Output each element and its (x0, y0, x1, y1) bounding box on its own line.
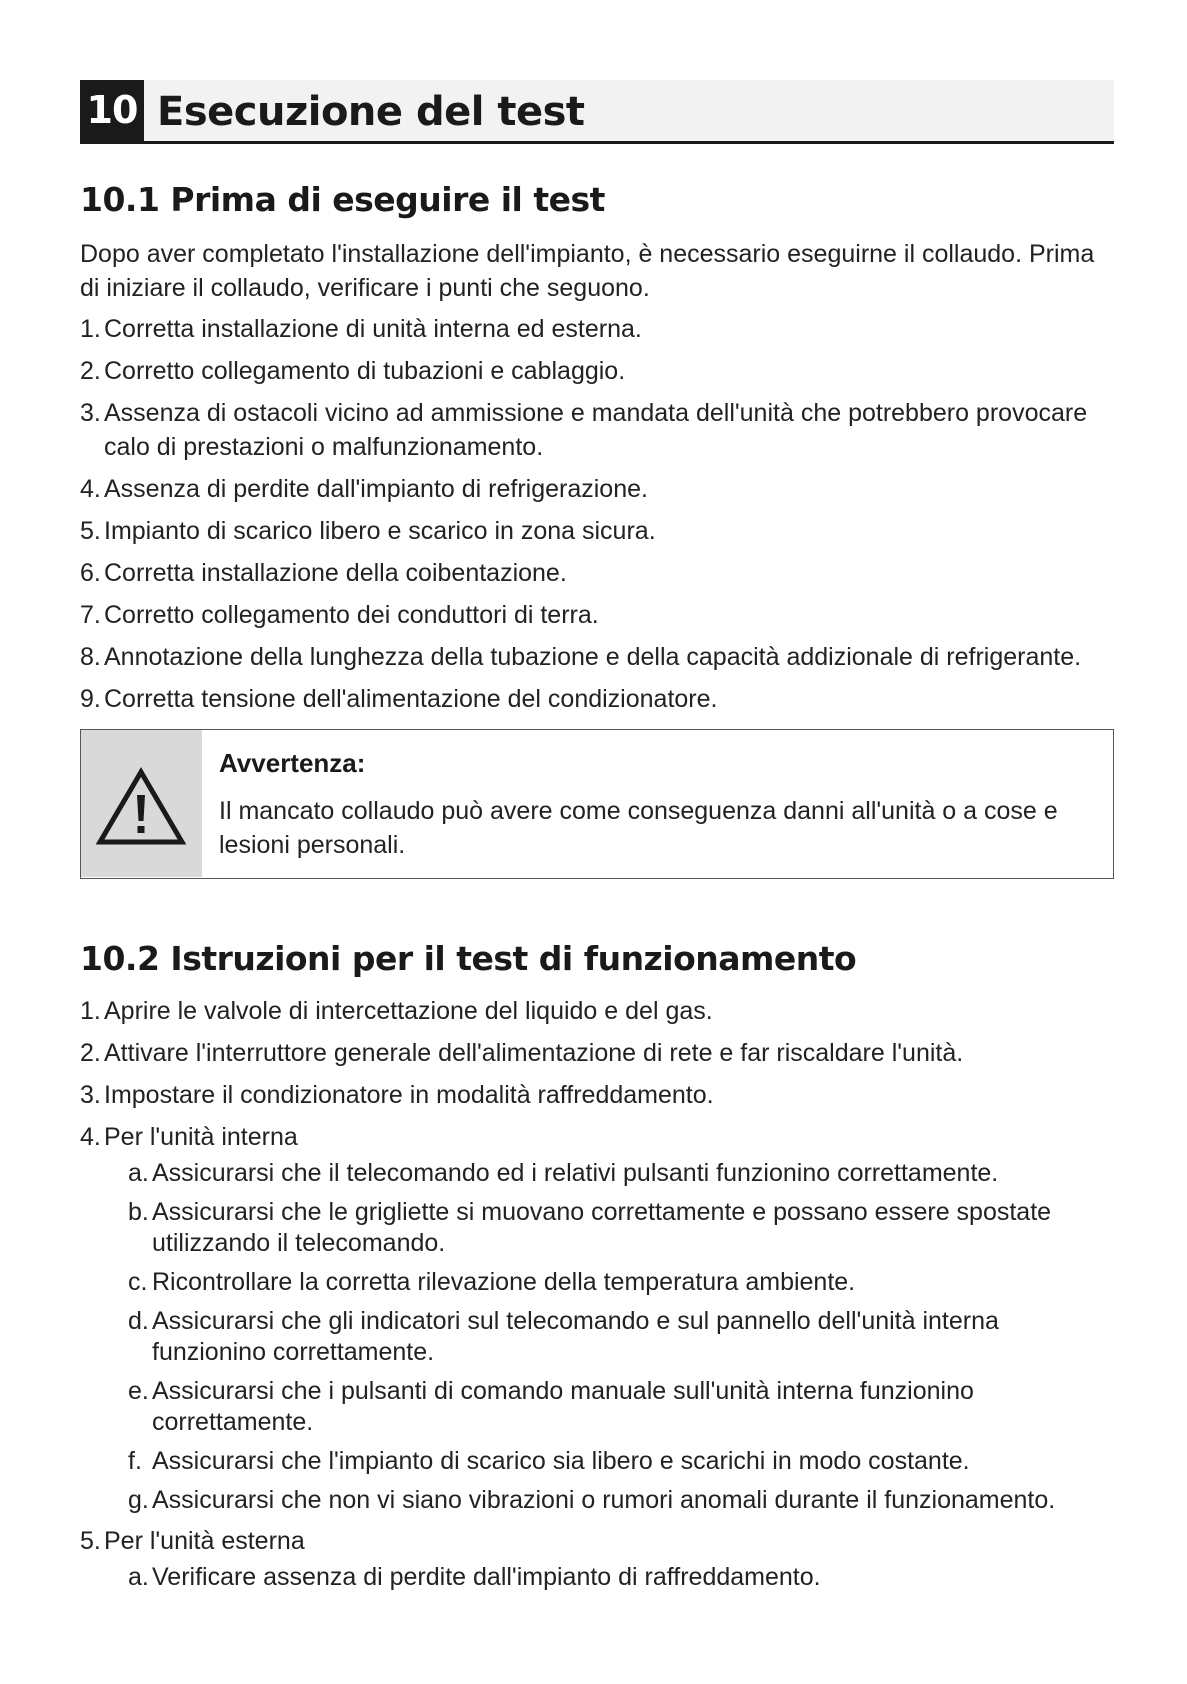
list-item-text: Aprire le valvole di intercettazione del liquido e del gas. (104, 997, 713, 1025)
list-item-text: Per l'unità esterna (104, 1527, 305, 1555)
chapter-number: 10 (80, 80, 144, 141)
sub-list-item-letter: a. (128, 1563, 149, 1591)
list-item-text: Assenza di perdite dall'impianto di refrigerazione. (104, 475, 648, 503)
list-item-text: Assenza di ostacoli vicino ad ammissione e mandata dell'unità che potrebbero provocare calo di prestazioni o malfunzionamento. (104, 399, 1088, 461)
list-item-text: Corretta tensione dell'alimentazione del condizionatore. (104, 685, 718, 713)
list-item-number: 8. (80, 643, 101, 671)
warning-triangle-icon (96, 767, 186, 847)
sub-list-item-text: Assicurarsi che i pulsanti di comando manuale sull'unità interna funzionino correttamente. (152, 1377, 974, 1436)
list-item (80, 682, 1114, 716)
list-item-text: Corretta installazione della coibentazione. (104, 559, 567, 587)
sub-list-item-text: Assicurarsi che gli indicatori sul telecomando e sul pannello dell'unità interna funzionino correttamente. (152, 1307, 999, 1366)
sub-list-item-letter: e. (128, 1377, 149, 1405)
list-item (80, 556, 1114, 590)
outdoor-unit-checks (104, 1562, 1114, 1593)
list-item-text: Corretto collegamento dei conduttori di terra. (104, 601, 599, 629)
operation-test-steps (80, 994, 1114, 1593)
list-item-number: 2. (80, 357, 101, 385)
warning-icon-cell (81, 730, 202, 877)
list-item-number: 5. (80, 1527, 101, 1555)
list-item-number: 4. (80, 475, 101, 503)
list-item-text: Impianto di scarico libero e scarico in zona sicura. (104, 517, 656, 545)
sub-list-item-letter: g. (128, 1486, 149, 1514)
list-item-text: Corretto collegamento di tubazioni e cablaggio. (104, 357, 626, 385)
list-item-number: 7. (80, 601, 101, 629)
sub-list-item-text: Verificare assenza di perdite dall'impianto di raffreddamento. (152, 1563, 821, 1591)
section-intro: Dopo aver completato l'installazione dell'impianto, è necessario eseguirne il collaudo. Prima di iniziare il collaudo, verificare i punti che seguono. (80, 240, 1095, 302)
sub-list-item-letter: b. (128, 1198, 149, 1226)
list-item-text: Annotazione della lunghezza della tubazione e della capacità addizionale di refrigerante. (104, 643, 1082, 671)
sub-list-item (104, 1306, 1114, 1368)
list-item-number: 6. (80, 559, 101, 587)
warning-title: Avvertenza: (219, 748, 366, 778)
sub-list-item (104, 1158, 1114, 1189)
list-item (80, 354, 1114, 388)
list-item (80, 312, 1114, 346)
list-item-text: Impostare il condizionatore in modalità raffreddamento. (104, 1081, 714, 1109)
sub-list-item-letter: a. (128, 1159, 149, 1187)
chapter-title: Esecuzione del test (157, 89, 585, 135)
list-item-number: 3. (80, 399, 101, 427)
sub-list-item (104, 1562, 1114, 1593)
list-item-number: 1. (80, 997, 101, 1025)
sub-list-item-text: Assicurarsi che le grigliette si muovano correttamente e possano essere spostate utilizzando il telecomando. (152, 1198, 1052, 1257)
list-item-number: 1. (80, 315, 101, 343)
indoor-unit-checks (104, 1158, 1114, 1516)
sub-list-item-text: Ricontrollare la corretta rilevazione della temperatura ambiente. (152, 1268, 856, 1296)
sub-list-item (104, 1485, 1114, 1516)
list-item (80, 1524, 1114, 1593)
list-item (80, 1120, 1114, 1516)
list-item-number: 5. (80, 517, 101, 545)
list-item (80, 1036, 1114, 1070)
list-item (80, 396, 1114, 464)
sub-list-item (104, 1446, 1114, 1477)
pre-test-checklist (80, 312, 1114, 716)
section-heading-10-1: 10.1 Prima di eseguire il test (80, 180, 605, 219)
list-item (80, 1078, 1114, 1112)
warning-box (80, 729, 1114, 879)
list-item (80, 514, 1114, 548)
list-item-number: 3. (80, 1081, 101, 1109)
list-item-text: Corretta installazione di unità interna ed esterna. (104, 315, 642, 343)
section-heading-10-2: 10.2 Istruzioni per il test di funzionamento (80, 939, 857, 978)
sub-list-item (104, 1376, 1114, 1438)
list-item-number: 4. (80, 1123, 101, 1151)
sub-list-item-letter: c. (128, 1268, 148, 1296)
list-item (80, 598, 1114, 632)
sub-list-item-text: Assicurarsi che il telecomando ed i relativi pulsanti funzionino correttamente. (152, 1159, 999, 1187)
list-item (80, 640, 1114, 674)
list-item-number: 9. (80, 685, 101, 713)
sub-list-item (104, 1267, 1114, 1298)
warning-text: Il mancato collaudo può avere come conseguenza danni all'unità o a cose e lesioni personali. (219, 797, 1058, 859)
sub-list-item (104, 1197, 1114, 1259)
list-item (80, 472, 1114, 506)
chapter-header (80, 80, 1114, 144)
list-item (80, 994, 1114, 1028)
list-item-text: Per l'unità interna (104, 1123, 298, 1151)
sub-list-item-letter: f. (128, 1447, 142, 1475)
list-item-number: 2. (80, 1039, 101, 1067)
sub-list-item-letter: d. (128, 1307, 149, 1335)
sub-list-item-text: Assicurarsi che non vi siano vibrazioni o rumori anomali durante il funzionamento. (152, 1486, 1056, 1514)
sub-list-item-text: Assicurarsi che l'impianto di scarico sia libero e scarichi in modo costante. (152, 1447, 970, 1475)
list-item-text: Attivare l'interruttore generale dell'alimentazione di rete e far riscaldare l'unità. (104, 1039, 964, 1067)
